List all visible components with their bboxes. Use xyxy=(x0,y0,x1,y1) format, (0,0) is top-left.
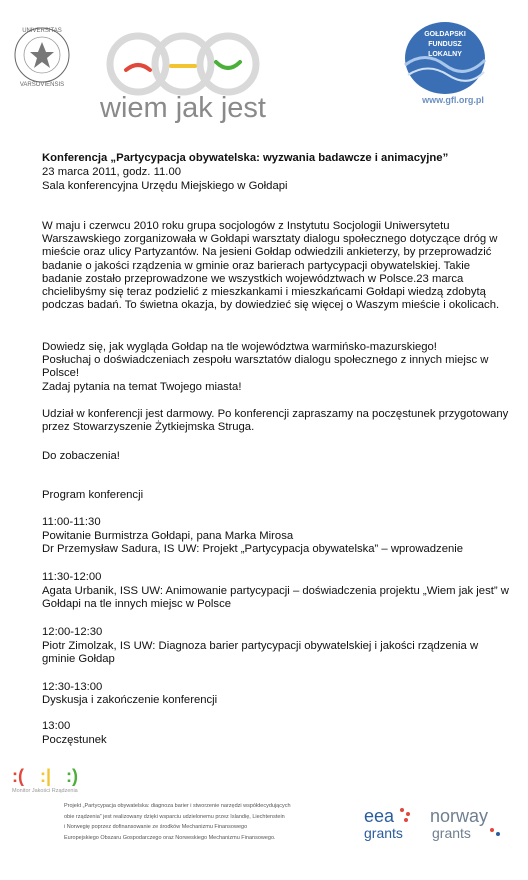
monitor-faces-logo xyxy=(12,764,86,788)
svg-text::): :) xyxy=(66,766,78,786)
program-time: 12:00-12:30 xyxy=(42,626,103,638)
svg-text::|: :| xyxy=(40,766,52,786)
program-time: 12:30-13:00 xyxy=(42,681,103,693)
svg-text:GOŁDAPSKI: GOŁDAPSKI xyxy=(424,31,466,38)
norway-line2: grants xyxy=(432,825,471,841)
svg-text:FUNDUSZ: FUNDUSZ xyxy=(428,41,462,48)
conference-title: Konferencja „Partycypacja obywatelska: wyzwania badawcze i animacyjne” xyxy=(42,152,449,164)
program-item: Poczęstunek xyxy=(42,734,107,746)
gfl-logo xyxy=(400,20,490,96)
norway-line1: norway xyxy=(430,806,489,826)
program-time: 11:30-12:00 xyxy=(42,571,102,583)
program-item: Piotr Zimolzak, IS UW: Diagnoza barier partycypacji obywatelskiej i jakości rządzenia w gminie Gołdap xyxy=(42,640,479,666)
invitation-line: Zadaj pytania na temat Twojego miasta! xyxy=(42,380,242,393)
program-item: Dr Przemysław Sadura, IS UW: Projekt „Partycypacja obywatelska” – wprowadzenie xyxy=(42,543,464,555)
svg-text:VARSOVIENSIS: VARSOVIENSIS xyxy=(19,82,65,88)
wiem-jak-jest-wordmark: wiem jak jest xyxy=(100,92,266,124)
svg-text::(: :( xyxy=(12,766,24,786)
see-you-text: Do zobaczenia! xyxy=(42,450,120,462)
conference-date: 23 marca 2011, godz. 11.00 xyxy=(42,166,182,178)
program-item: Agata Urbanik, ISS UW: Animowanie partycypacji – doświadczenia projektu „Wiem jak jest” w Gołdapi na tle innych miejsc w Polsce xyxy=(42,585,509,611)
program-heading: Program konferencji xyxy=(42,489,144,501)
svg-text:UNIVERSITAS: UNIVERSITAS xyxy=(22,28,62,34)
invitation-paragraph xyxy=(42,341,512,394)
svg-text:LOKALNY: LOKALNY xyxy=(428,51,462,58)
norway-grants-logo xyxy=(428,800,508,850)
gfl-url: www.gfl.org.pl xyxy=(422,95,484,105)
intro-paragraph: W maju i czerwcu 2010 roku grupa socjologów z Instytutu Socjologii Uniwersytetu Warszawskiego zorganizowała w Gołdapi warsztaty dialogu społecznego dotyczące dróg w mieście oraz ulicy Partyzantów. Na jesieni Gołdap odwiedzili ankieterzy, by przeprowadzić badanie o jakości rządzenia w gminie oraz barierach partycypacji obywatelskiej. Takie badanie zostało przeprowadzone we wszystkich województwach w Polsce.23 marca chcielibyśmy się teraz podzielić z mieszkankami i mieszkańcami Gołdapi wiedzą zdobytą podczas badań. To świetna okazja, by dowiedzieć się więcej o Waszym mieście i okolicach. xyxy=(42,220,500,312)
eea-line1: eea xyxy=(364,806,395,826)
invitation-line: Dowiedz się, jak wygląda Gołdap na tle województwa warmińsko-mazurskiego! xyxy=(42,341,437,353)
program-time: 13:00 xyxy=(42,720,71,732)
eea-grants-logo xyxy=(360,800,420,850)
program-time: 11:00-11:30 xyxy=(42,516,101,528)
program-item: Powitanie Burmistrza Gołdapi, pana Marka Mirosa xyxy=(42,530,294,542)
invitation-line: Posłuchaj o doświadczeniach zespołu warsztatów dialogu społecznego z innych miejsc w Polsce! xyxy=(42,354,489,380)
program-item: Dyskusja i zakończenie konferencji xyxy=(42,694,218,706)
conference-venue: Sala konferencyjna Urzędu Miejskiego w Gołdapi xyxy=(42,180,288,192)
footer-funding-text: Projekt „Partycypacja obywatelska: diagnoza barier i stworzenie narzędzi współdecydujących obie rządzenia” jest realizowany dzięki wsparciu udzielonemu przez Islandię, Liechtenstein i Norwegię poprzez dofinansowanie ze środków Mechanizmu Finansowego Europejskiego Obszaru Gospodarczego oraz Norweskiego Mechanizmu Finansowego. xyxy=(64,803,291,841)
eea-line2: grants xyxy=(364,825,403,841)
participation-paragraph: Udział w konferencji jest darmowy. Po konferencji zapraszamy na poczęstunek przygotowany przez Stowarzyszenie Żytkiejmska Struga. xyxy=(42,408,509,434)
university-seal-logo xyxy=(10,20,74,90)
monitor-label: Monitor Jakości Rządzenia xyxy=(12,788,78,794)
